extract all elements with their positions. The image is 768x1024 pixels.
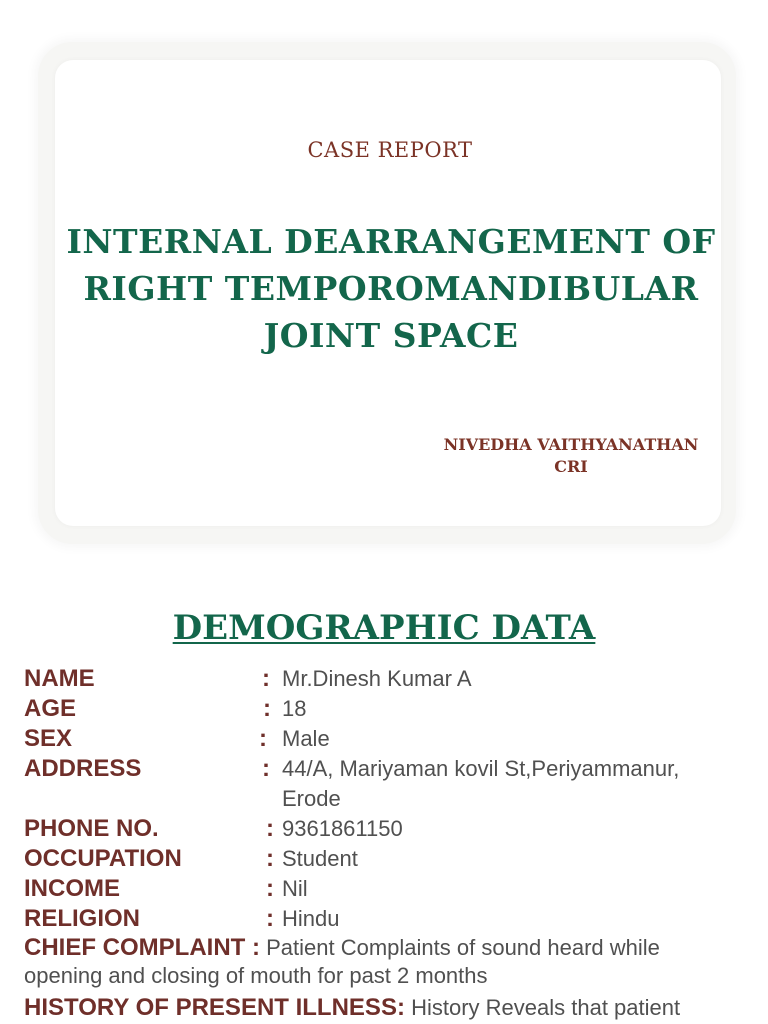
- field-label-phone: PHONE NO.: [24, 815, 159, 842]
- author-affiliation: CRI: [554, 457, 588, 476]
- field-value-age: 18: [282, 696, 307, 721]
- chief-complaint-label: CHIEF COMPLAINT :: [24, 934, 260, 961]
- field-label-age: AGE: [24, 695, 77, 722]
- field-value-address: 44/A, Mariyaman kovil St,Periyammanur, Erode: [282, 756, 680, 811]
- field-label-religion: RELIGION: [24, 905, 141, 932]
- field-colon: :: [262, 665, 270, 692]
- slide-title-line: INTERNAL DEARRANGEMENT OF: [66, 222, 716, 261]
- author-name: NIVEDHA VAITHYANATHAN: [443, 435, 699, 454]
- field-colon: :: [266, 875, 274, 902]
- slide-author: [415, 434, 727, 478]
- history-present-illness: [24, 994, 744, 1022]
- field-colon: :: [266, 905, 274, 932]
- field-colon: :: [259, 725, 267, 752]
- slide-kicker: CASE REPORT: [307, 138, 473, 162]
- field-label-sex: SEX: [24, 725, 73, 752]
- field-label-occupation: OCCUPATION: [24, 845, 182, 872]
- chief-complaint: [24, 934, 744, 990]
- field-value-religion: Hindu: [282, 906, 340, 931]
- chief-complaint-text: Patient Complaints of sound heard while opening and closing of mouth for past 2 months: [24, 935, 660, 988]
- field-value-sex: Male: [282, 726, 330, 751]
- history-label: HISTORY OF PRESENT ILLNESS:: [24, 994, 405, 1021]
- field-value-name: Mr.Dinesh Kumar A: [282, 666, 472, 691]
- title-slide-frame: [38, 42, 736, 544]
- demographic-heading: [0, 606, 768, 650]
- demographic-heading-text: DEMOGRAPHIC DATA: [172, 608, 596, 648]
- slide-title-line: JOINT SPACE: [263, 316, 519, 355]
- field-label-address: ADDRESS: [24, 755, 142, 782]
- field-label-name: NAME: [24, 665, 95, 692]
- field-colon: :: [266, 845, 274, 872]
- slide-title-line: RIGHT TEMPOROMANDIBULAR: [83, 269, 699, 308]
- field-colon: :: [262, 755, 270, 782]
- history-text: History Reveals that patient: [411, 995, 681, 1020]
- title-slide: [55, 60, 721, 526]
- slide-title: [55, 218, 727, 359]
- field-label-income: INCOME: [24, 875, 120, 902]
- field-colon: :: [266, 815, 274, 842]
- field-value-phone: 9361861150: [282, 816, 403, 841]
- field-colon: :: [263, 695, 271, 722]
- field-value-occupation: Student: [282, 846, 358, 871]
- field-value-income: Nil: [282, 876, 308, 901]
